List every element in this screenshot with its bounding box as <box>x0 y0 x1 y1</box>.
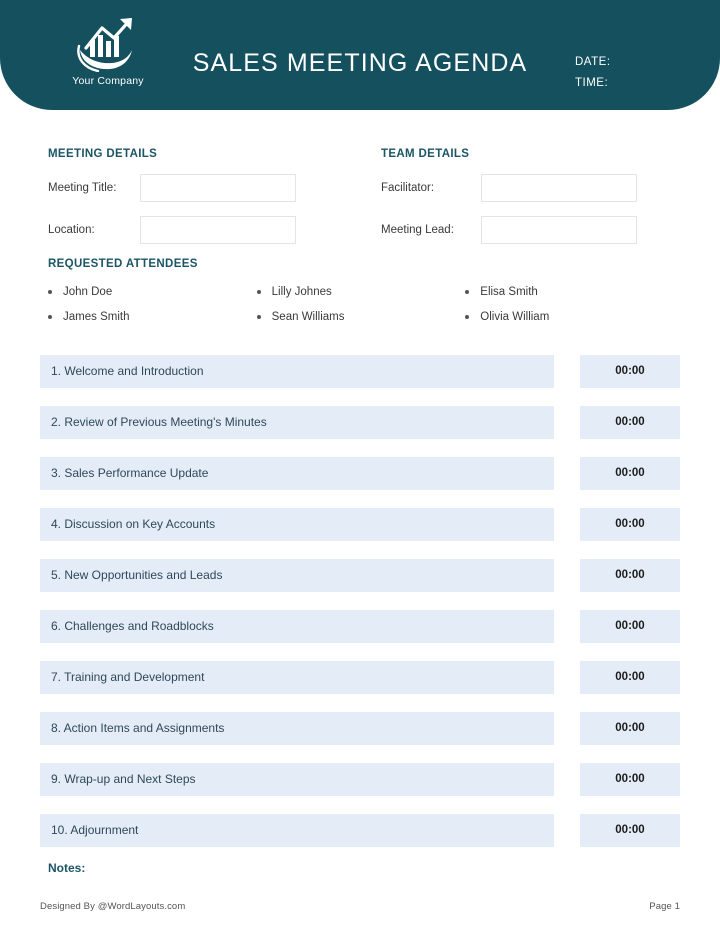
location-input[interactable] <box>140 216 296 244</box>
agenda-item-time[interactable]: 00:00 <box>580 355 680 388</box>
agenda-item-label[interactable]: 4. Discussion on Key Accounts <box>40 508 554 541</box>
attendees-section <box>48 258 674 329</box>
attendee-name: Elisa Smith <box>480 285 538 298</box>
bullet-icon <box>48 290 52 294</box>
list-item <box>48 304 257 329</box>
bullet-icon <box>257 290 261 294</box>
attendee-name: Sean Williams <box>271 310 345 323</box>
team-details-column <box>361 148 674 244</box>
field-meeting-lead <box>381 216 674 244</box>
page-title: SALES MEETING AGENDA <box>192 49 528 77</box>
agenda-item-label[interactable]: 2. Review of Previous Meeting's Minutes <box>40 406 554 439</box>
bullet-icon <box>48 315 52 319</box>
bullet-icon <box>465 315 469 319</box>
meeting-title-label: Meeting Title: <box>48 182 117 194</box>
field-meeting-title <box>48 174 361 202</box>
document-header <box>0 0 720 110</box>
agenda-list <box>40 355 680 865</box>
company-name: Your Company <box>72 75 144 87</box>
attendee-name: John Doe <box>63 285 113 298</box>
agenda-row <box>40 559 680 592</box>
footer-credit: Designed By @WordLayouts.com <box>40 901 186 912</box>
bullet-icon <box>257 315 261 319</box>
agenda-item-label[interactable]: 7. Training and Development <box>40 661 554 694</box>
agenda-item-label[interactable]: 1. Welcome and Introduction <box>40 355 554 388</box>
footer-page-number: Page 1 <box>649 901 680 912</box>
attendees-column <box>48 279 257 329</box>
list-item <box>48 279 257 304</box>
agenda-item-time[interactable]: 00:00 <box>580 763 680 796</box>
list-item <box>257 279 466 304</box>
meeting-lead-input[interactable] <box>481 216 637 244</box>
agenda-item-time[interactable]: 00:00 <box>580 508 680 541</box>
agenda-item-time[interactable]: 00:00 <box>580 661 680 694</box>
notes-label: Notes: <box>48 861 86 875</box>
document-footer <box>40 901 680 912</box>
list-item <box>465 304 674 329</box>
attendees-grid <box>48 279 674 329</box>
location-label: Location: <box>48 224 95 236</box>
agenda-item-time[interactable]: 00:00 <box>580 457 680 490</box>
field-facilitator <box>381 174 674 202</box>
bullet-icon <box>465 290 469 294</box>
agenda-item-time[interactable]: 00:00 <box>580 406 680 439</box>
field-location <box>48 216 361 244</box>
attendees-heading: REQUESTED ATTENDEES <box>48 258 198 270</box>
attendees-column <box>257 279 466 329</box>
attendees-column <box>465 279 674 329</box>
list-item <box>257 304 466 329</box>
agenda-row <box>40 661 680 694</box>
details-section <box>48 148 674 244</box>
attendee-name: Olivia William <box>480 310 550 323</box>
team-details-heading: TEAM DETAILS <box>381 148 470 160</box>
facilitator-input[interactable] <box>481 174 637 202</box>
agenda-item-label[interactable]: 3. Sales Performance Update <box>40 457 554 490</box>
agenda-row <box>40 814 680 847</box>
agenda-row <box>40 712 680 745</box>
meeting-details-column <box>48 148 361 244</box>
agenda-row <box>40 355 680 388</box>
agenda-item-label[interactable]: 9. Wrap-up and Next Steps <box>40 763 554 796</box>
agenda-item-label[interactable]: 10. Adjournment <box>40 814 554 847</box>
agenda-row <box>40 508 680 541</box>
date-label: DATE: <box>575 56 611 68</box>
list-item <box>465 279 674 304</box>
agenda-row <box>40 457 680 490</box>
agenda-item-label[interactable]: 6. Challenges and Roadblocks <box>40 610 554 643</box>
facilitator-label: Facilitator: <box>381 182 435 194</box>
meeting-title-input[interactable] <box>140 174 296 202</box>
agenda-item-time[interactable]: 00:00 <box>580 559 680 592</box>
agenda-row <box>40 763 680 796</box>
agenda-row <box>40 406 680 439</box>
header-meta-block <box>575 52 665 94</box>
agenda-item-label[interactable]: 8. Action Items and Assignments <box>40 712 554 745</box>
meeting-lead-label: Meeting Lead: <box>381 224 454 236</box>
agenda-item-time[interactable]: 00:00 <box>580 712 680 745</box>
agenda-item-label[interactable]: 5. New Opportunities and Leads <box>40 559 554 592</box>
agenda-item-time[interactable]: 00:00 <box>580 610 680 643</box>
meeting-details-heading: MEETING DETAILS <box>48 148 158 160</box>
time-label: TIME: <box>575 77 609 89</box>
agenda-item-time[interactable]: 00:00 <box>580 814 680 847</box>
agenda-row <box>40 610 680 643</box>
attendee-name: James Smith <box>63 310 130 323</box>
attendee-name: Lilly Johnes <box>271 285 332 298</box>
